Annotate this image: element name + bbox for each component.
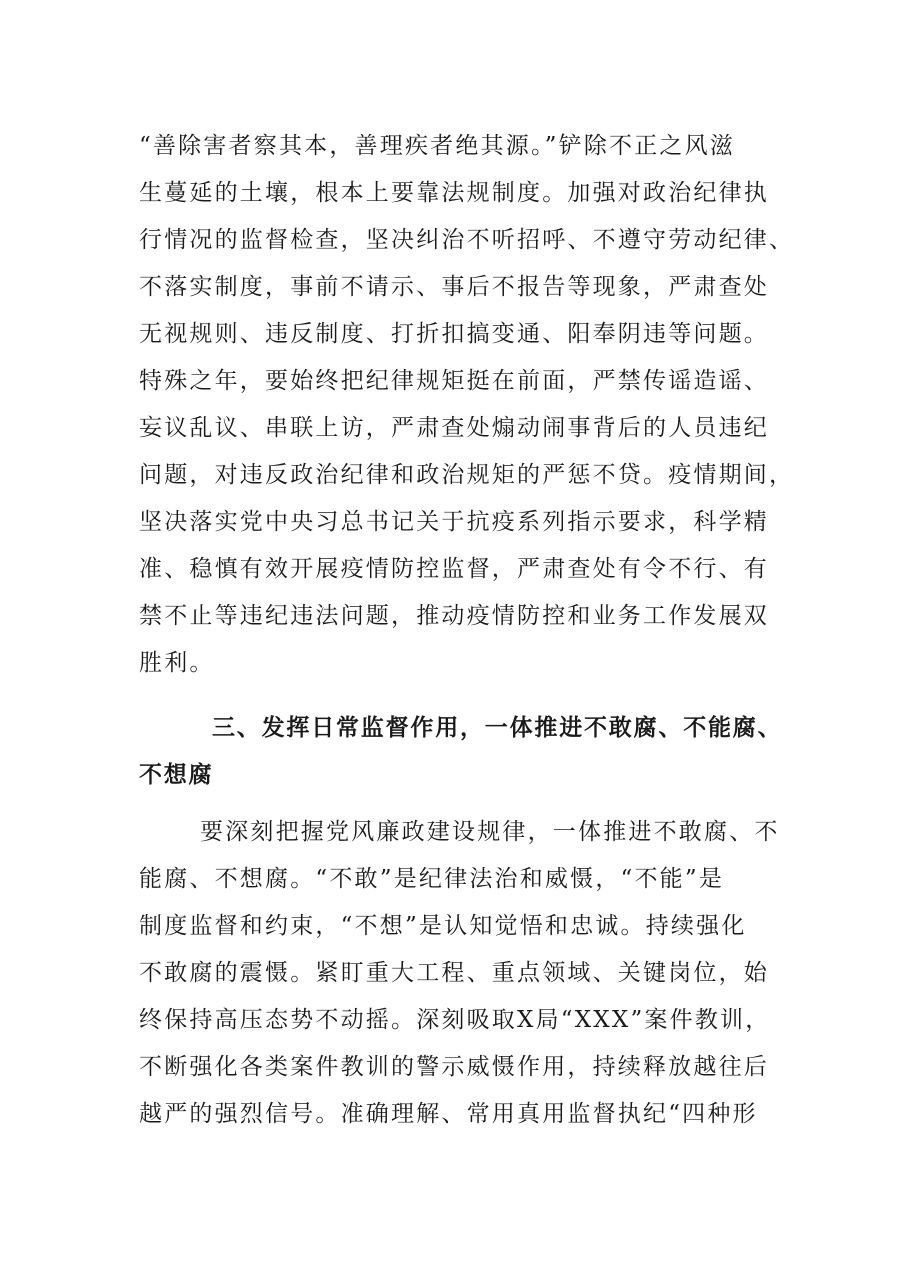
paragraph2-line: 不敢腐的震慑。紧盯重大工程、重点领域、关键岗位，始: [139, 960, 769, 986]
paragraph2-line: 要深刻把握党风廉政建设规律，一体推进不敢腐、不: [200, 819, 780, 845]
paragraph1-line: 无视规则、违反制度、打折扣搞变通、阳奉阴违等问题。: [139, 321, 769, 347]
paragraph2-line: 制度监督和约束，“不想”是认知觉悟和忠诚。持续强化: [139, 913, 747, 939]
section-heading-continued: 不想腐: [139, 762, 214, 788]
paragraph1-line: 特殊之年，要始终把纪律规矩挺在前面，严禁传谣造谣、: [139, 368, 769, 394]
paragraph1-line: 问题，对违反政治纪律和政治规矩的严惩不贷。疫情期间，: [139, 462, 795, 488]
paragraph2-line: 越严的强烈信号。准确理解、常用真用监督执纪“四种形: [139, 1101, 758, 1127]
paragraph1-line: 生蔓延的土壤，根本上要靠法规制度。加强对政治纪律执: [139, 180, 769, 206]
paragraph2-line: 不断强化各类案件教训的警示威慑作用，持续释放越往后: [139, 1054, 769, 1080]
paragraph2-line: 终保持高压态势不动摇。深刻吸取X局“XXX”案件教训，: [139, 1007, 771, 1033]
paragraph1-line: 妄议乱议、串联上访，严肃查处煽动闹事背后的人员违纪: [139, 415, 769, 441]
section-heading: 三、发挥日常监督作用，一体推进不敢腐、不能腐、: [212, 715, 783, 741]
paragraph1-line: 行情况的监督检查，坚决纠治不听招呼、不遵守劳动纪律、: [139, 227, 795, 253]
paragraph1-line: 坚决落实党中央习总书记关于抗疫系列指示要求，科学精: [139, 509, 769, 535]
paragraph1-line: 胜利。: [139, 650, 215, 676]
paragraph1-line: 不落实制度，事前不请示、事后不报告等现象，严肃查处: [139, 274, 769, 300]
paragraph1-line: “善除害者察其本，善理疾者绝其源。”铲除不正之风滋: [139, 133, 736, 159]
paragraph1-line: 准、稳慎有效开展疫情防控监督，严肃查处有令不行、有: [139, 556, 769, 582]
paragraph2-line: 能腐、不想腐。“不敢”是纪律法治和威慑，“不能”是: [139, 866, 725, 892]
paragraph1-line: 禁不止等违纪违法问题，推动疫情防控和业务工作发展双: [139, 603, 769, 629]
